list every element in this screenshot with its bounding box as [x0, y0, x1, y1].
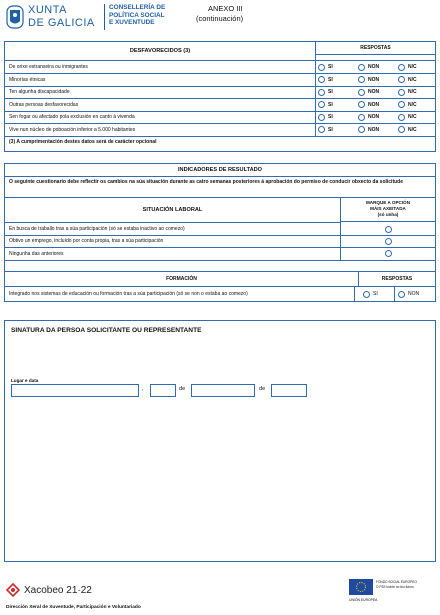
- option-label: SI: [328, 114, 333, 120]
- eu-line2: O FSE invirte no teu futuro: [376, 585, 414, 589]
- day-input[interactable]: [150, 384, 176, 397]
- option-label: SI: [328, 101, 333, 108]
- training-responses-header: RESPOSTAS: [359, 272, 435, 287]
- radio-icon[interactable]: [398, 291, 405, 298]
- option-nc[interactable]: [398, 124, 436, 136]
- radio-icon[interactable]: [398, 76, 405, 83]
- radio-icon[interactable]: [385, 250, 392, 257]
- signature-title: SINATURA DA PERSOA SOLICITANTE OU REPRESENTANTE: [11, 327, 202, 334]
- radio-icon[interactable]: [385, 226, 392, 233]
- option-non[interactable]: [358, 74, 396, 86]
- option-nc[interactable]: [398, 111, 436, 123]
- option-label: NON: [368, 114, 380, 120]
- training-header: FORMACIÓN: [5, 272, 359, 287]
- disadvantaged-title: DESFAVORECIDOS (3): [5, 42, 316, 61]
- directorate-name: Dirección Xeral de Xuventude, Participación e Voluntariado: [6, 605, 141, 610]
- option-label: NON: [368, 76, 380, 83]
- disadvantaged-row: [5, 74, 435, 87]
- option-nc[interactable]: [398, 61, 436, 73]
- radio-icon[interactable]: [363, 291, 370, 298]
- radio-icon[interactable]: [358, 76, 365, 83]
- responses-header: RESPOSTAS: [316, 42, 435, 55]
- option-non[interactable]: [358, 86, 396, 98]
- disadvantaged-section: [4, 41, 436, 152]
- labor-row-label: En busca de traballo tras a súa participación (só se estaba inactivo ao comezo): [9, 223, 341, 235]
- option-si[interactable]: [318, 61, 356, 73]
- option-non[interactable]: [358, 111, 396, 123]
- radio-icon[interactable]: [385, 238, 392, 245]
- mark-header: [341, 198, 435, 222]
- disadvantaged-row: [5, 124, 435, 137]
- dept-line1: CONSELLERÍA DE: [109, 4, 166, 11]
- labor-row: [5, 223, 435, 236]
- logo-line2: DE GALICIA: [28, 17, 95, 29]
- radio-icon[interactable]: [318, 64, 325, 71]
- training-option-non[interactable]: [398, 287, 432, 301]
- option-non[interactable]: [358, 99, 396, 111]
- option-label: SI: [328, 89, 333, 95]
- row-label: Ten algunha discapacidade: [9, 86, 316, 98]
- radio-icon[interactable]: [318, 89, 325, 96]
- month-input[interactable]: [191, 384, 255, 397]
- radio-icon[interactable]: [398, 64, 405, 71]
- radio-icon[interactable]: [398, 89, 405, 96]
- labor-table: [5, 197, 435, 261]
- sep-de-1: de: [179, 386, 186, 392]
- radio-icon[interactable]: [358, 114, 365, 121]
- option-label: NON: [368, 89, 380, 95]
- option-si[interactable]: [318, 111, 356, 123]
- radio-icon[interactable]: [318, 126, 325, 133]
- labor-option[interactable]: [341, 235, 435, 247]
- eu-flag-icon: [349, 579, 373, 595]
- xunta-logo: [6, 4, 100, 32]
- option-nc[interactable]: [398, 74, 436, 86]
- row-label: De orixe estranxeira ou inmigrantes: [9, 61, 316, 73]
- responses-subheader: [316, 54, 435, 61]
- place-date-label: Lugar e data: [11, 378, 39, 383]
- option-label: N/C: [408, 89, 417, 95]
- option-si[interactable]: [318, 74, 356, 86]
- labor-option[interactable]: [341, 223, 435, 235]
- radio-icon[interactable]: [318, 114, 325, 121]
- option-si[interactable]: [318, 86, 356, 98]
- training-table: [5, 271, 435, 301]
- option-nc[interactable]: [398, 99, 436, 111]
- option-label: N/C: [408, 64, 417, 70]
- option-label: NON: [368, 64, 380, 70]
- labor-header: SITUACIÓN LABORAL: [5, 198, 341, 223]
- option-label: SI: [328, 64, 333, 70]
- disadvantaged-row: [5, 99, 435, 112]
- training-si-label: SI: [373, 291, 378, 297]
- mark-header-line3: (só unha): [377, 212, 399, 217]
- mark-header-line2: MÁIS AXEITADA: [370, 206, 406, 211]
- disadvantaged-row: [5, 111, 435, 124]
- option-nc[interactable]: [398, 86, 436, 98]
- eu-line1: FONDO SOCIAL EUROPEO: [376, 580, 417, 584]
- radio-icon[interactable]: [358, 89, 365, 96]
- row-label: Sen fogar ou afectado pola exclusión en canto á vivenda: [9, 111, 316, 123]
- radio-icon[interactable]: [398, 101, 405, 108]
- galicia-crest-icon: [6, 5, 24, 31]
- labor-row: [5, 248, 435, 260]
- option-label: NON: [368, 126, 380, 133]
- option-label: N/C: [408, 101, 417, 108]
- option-non[interactable]: [358, 61, 396, 73]
- year-input[interactable]: [271, 384, 307, 397]
- eu-logo: [349, 579, 433, 607]
- row-label: Minorías étnicas: [9, 74, 316, 86]
- dept-line2: POLÍTICA SOCIAL: [109, 11, 165, 19]
- disadvantaged-row: [5, 86, 435, 99]
- disadvantaged-row: [5, 61, 435, 74]
- department-name: [109, 4, 165, 27]
- option-non[interactable]: [358, 124, 396, 136]
- row-label: Vive nun núcleo de poboación inferior a 5.000 habitantes: [9, 124, 316, 136]
- training-option-si[interactable]: [363, 287, 397, 301]
- labor-row: [5, 235, 435, 248]
- radio-icon[interactable]: [358, 126, 365, 133]
- xacobeo-text: Xacobeo 21·22: [24, 584, 92, 596]
- labor-option[interactable]: [341, 248, 435, 260]
- option-si[interactable]: [318, 99, 356, 111]
- option-label: SI: [328, 76, 333, 83]
- radio-icon[interactable]: [398, 126, 405, 133]
- radio-icon[interactable]: [398, 114, 405, 121]
- mark-header-line1: MARQUE A OPCIÓN: [365, 200, 411, 205]
- results-title: INDICADORES DE RESULTADO: [5, 164, 435, 177]
- option-label: N/C: [408, 76, 417, 83]
- training-row-label: Integrado nos sistemas de educación ou formación tras a súa participación (só se non o estaba ao comezo): [9, 287, 355, 301]
- disadvantaged-footnote: (3) A cumprimentación destes datos será de carácter opcional: [9, 139, 157, 145]
- radio-icon[interactable]: [358, 101, 365, 108]
- xacobeo-scallop-icon: [6, 583, 20, 597]
- xacobeo-logo: [6, 583, 92, 597]
- option-label: N/C: [408, 114, 417, 120]
- sep-de-2: de: [259, 386, 266, 392]
- option-label: N/C: [408, 126, 417, 133]
- radio-icon[interactable]: [318, 101, 325, 108]
- eu-label: UNIÓN EUROPEA: [349, 598, 378, 602]
- sep-comma: ,: [142, 386, 144, 392]
- training-option-divider: [394, 287, 395, 301]
- signature-section: [4, 320, 436, 562]
- option-label: SI: [328, 126, 333, 133]
- dept-line3: E XUVENTUDE: [109, 19, 155, 27]
- radio-icon[interactable]: [318, 76, 325, 83]
- training-non-label: NON: [408, 291, 420, 297]
- results-intro: O seguinte cuestionario debe reflectir os cambios na súa situación durante as catro semanas posteriores á aprobación do permiso de conducir obxecto da solicitude: [9, 179, 403, 185]
- vertical-divider: [104, 4, 105, 30]
- annex-subtitle: (continuación): [196, 14, 244, 23]
- logo-line1: XUNTA: [28, 4, 67, 16]
- option-label: NON: [368, 101, 380, 108]
- place-input[interactable]: [11, 384, 139, 397]
- annex-title: ANEXO III: [208, 4, 243, 13]
- results-section: [4, 163, 436, 302]
- radio-icon[interactable]: [358, 64, 365, 71]
- labor-row-label: Obtivo un emprego, incluído por conta propia, tras a súa participación: [9, 235, 341, 247]
- labor-row-label: Ningunha das anteriores: [9, 248, 341, 260]
- option-si[interactable]: [318, 124, 356, 136]
- row-label: Outras persoas desfavorecidas: [9, 99, 316, 111]
